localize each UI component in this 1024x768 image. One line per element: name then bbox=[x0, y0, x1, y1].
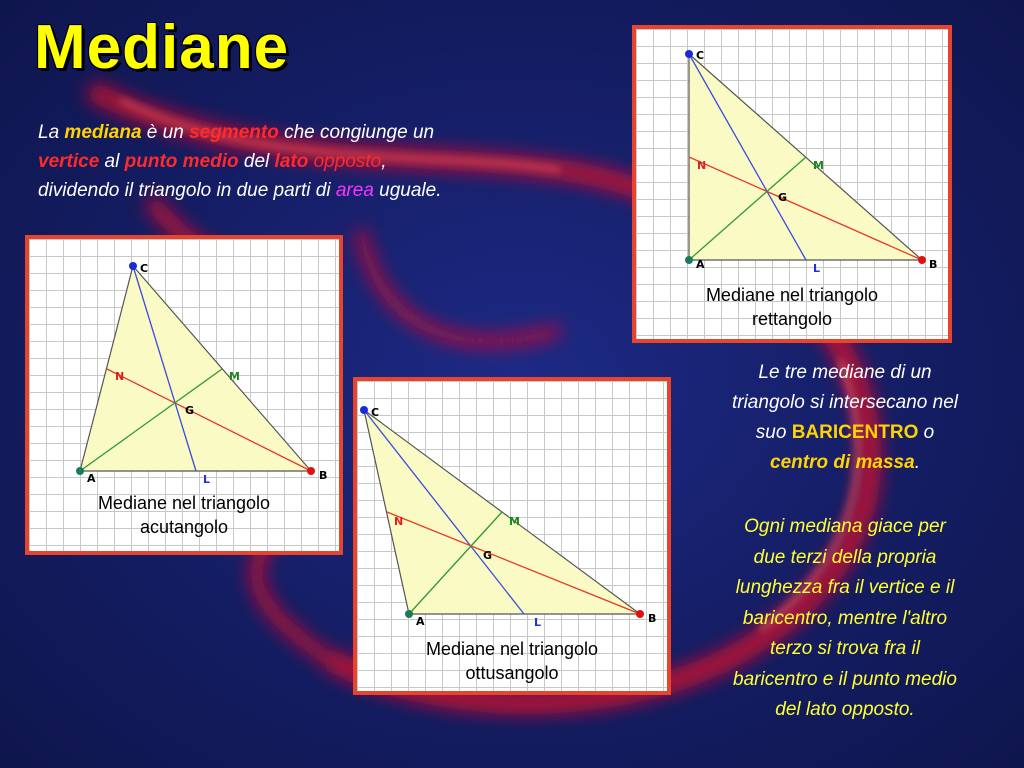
term-baricentro: BARICENTRO bbox=[791, 422, 919, 443]
label-l: L bbox=[813, 262, 821, 275]
label-l: L bbox=[534, 616, 542, 629]
point-a bbox=[76, 467, 84, 475]
term-area: area bbox=[335, 180, 374, 201]
point-b bbox=[307, 467, 315, 475]
label-n: N bbox=[115, 370, 125, 383]
point-c bbox=[129, 262, 137, 270]
term-punto-medio: punto medio bbox=[124, 151, 239, 172]
label-m: M bbox=[813, 159, 824, 172]
point-a bbox=[685, 256, 693, 264]
point-b bbox=[636, 610, 644, 618]
page-title: Mediane bbox=[34, 13, 290, 82]
label-g: G bbox=[483, 549, 493, 562]
label-c: C bbox=[371, 406, 380, 419]
point-c bbox=[685, 50, 693, 58]
label-a: A bbox=[696, 258, 705, 271]
label-b: B bbox=[929, 258, 938, 271]
due-terzi-text: Ogni mediana giace per due terzi della propria lunghezza fra il vertice e il baricentro, mentre l'altro terzo si trova fra il baricentro e il punto medio del lato opposto. bbox=[733, 516, 957, 720]
label-m: M bbox=[229, 370, 240, 383]
label-n: N bbox=[697, 159, 707, 172]
point-a bbox=[405, 610, 413, 618]
point-c bbox=[360, 406, 368, 414]
term-lato: lato bbox=[274, 151, 309, 172]
baricentro-text: Le tre mediane di un triangolo si intersecano nel suo BARICENTRO o centro di massa. bbox=[731, 362, 959, 473]
panel-triangolo-acutangolo bbox=[25, 235, 343, 555]
label-g: G bbox=[778, 191, 788, 204]
label-b: B bbox=[648, 612, 657, 625]
label-c: C bbox=[140, 262, 149, 275]
label-g: G bbox=[185, 404, 195, 417]
intro-text: La mediana è un segmento che congiunge un vertice al punto medio del lato opposto, dividendo il triangolo in due parti di area uguale. bbox=[38, 122, 442, 201]
label-l: L bbox=[203, 473, 211, 486]
label-b: B bbox=[319, 469, 328, 482]
term-centro-di-massa: centro di massa bbox=[770, 452, 915, 473]
term-vertice: vertice bbox=[38, 151, 100, 172]
label-n: N bbox=[394, 515, 404, 528]
label-c: C bbox=[696, 49, 705, 62]
term-mediana: mediana bbox=[64, 122, 142, 143]
term-opposto: opposto bbox=[313, 151, 382, 172]
panel-triangolo-ottusangolo bbox=[353, 377, 671, 695]
point-b bbox=[918, 256, 926, 264]
label-m: M bbox=[509, 515, 520, 528]
label-a: A bbox=[416, 615, 425, 628]
caption-acutangolo: Mediane nel triangolo acutangolo bbox=[97, 493, 271, 537]
label-a: A bbox=[87, 472, 96, 485]
panel-triangolo-rettangolo bbox=[632, 25, 952, 343]
term-segmento: segmento bbox=[189, 122, 279, 143]
caption-rettangolo: Mediane nel triangolo rettangolo bbox=[705, 285, 879, 329]
caption-ottusangolo: Mediane nel triangolo ottusangolo bbox=[425, 639, 599, 683]
